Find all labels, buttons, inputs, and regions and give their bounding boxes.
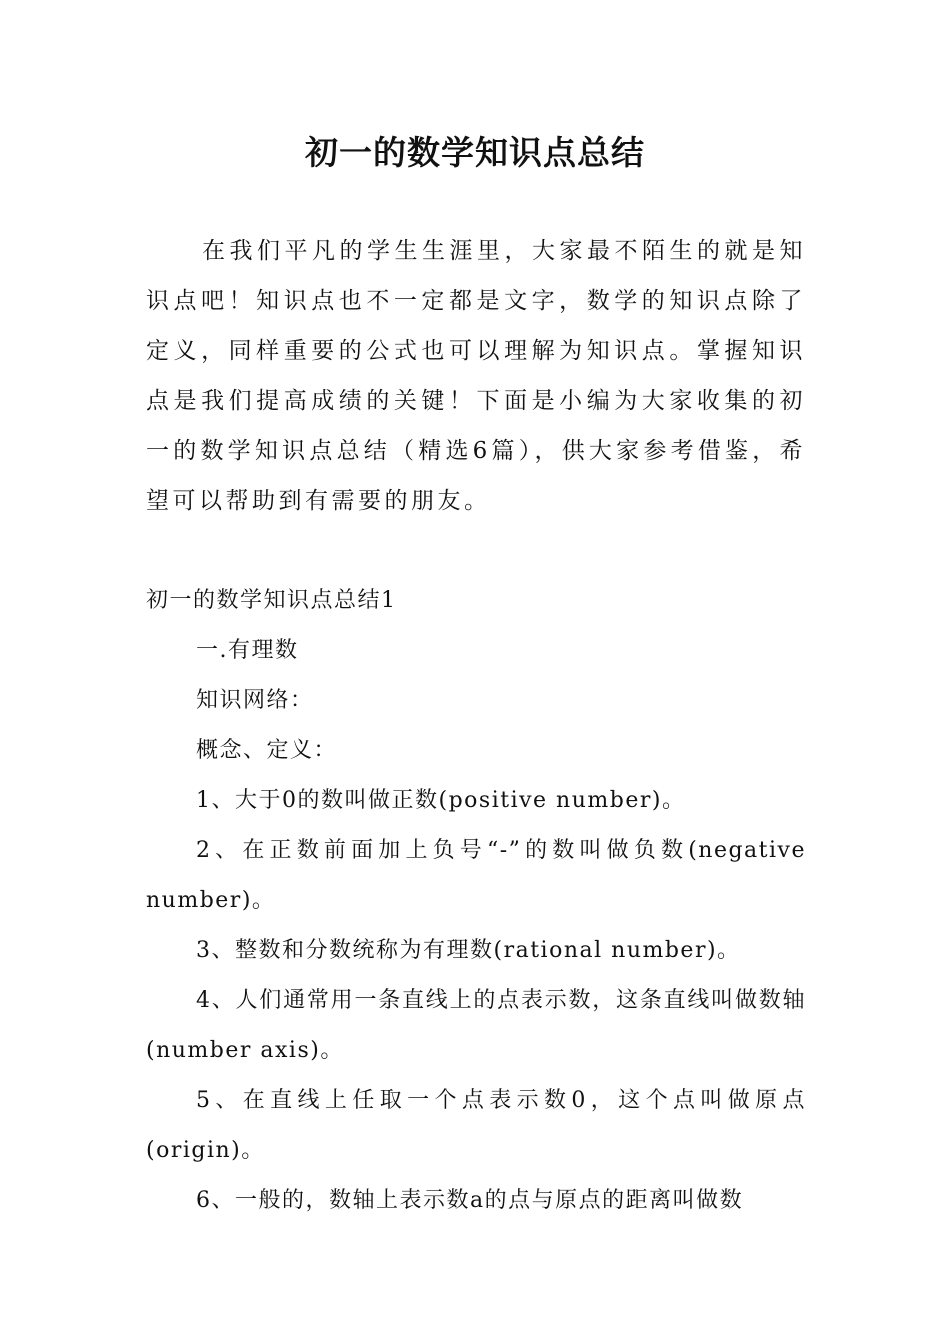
definition-item-5: 5、在直线上任取一个点表示数0，这个点叫做原点(origin)。 xyxy=(146,1088,806,1163)
definition-item-4: 4、人们通常用一条直线上的点表示数，这条直线叫做数轴(number axis)。 xyxy=(146,988,806,1063)
document-title: 初一的数学知识点总结 xyxy=(305,133,645,172)
definition-item-6: 6、一般的，数轴上表示数a的点与原点的距离叫做数 xyxy=(196,1188,744,1213)
definition-item-3: 3、整数和分数统称为有理数(rational number)。 xyxy=(196,938,741,963)
knowledge-network-label: 知识网络： xyxy=(196,688,314,713)
section-heading: 初一的数学知识点总结1 xyxy=(146,588,397,613)
intro-paragraph: 在我们平凡的学生生涯里，大家最不陌生的就是知识点吧！知识点也不一定都是文字，数学的知识点除了定义，同样重要的公式也可以理解为知识点。掌握知识点是我们提高成绩的关键！下面是小编为大家收集的初一的数学知识点总结（精选6篇），供大家参考借鉴，希望可以帮助到有需要的朋友。 xyxy=(146,238,806,514)
subheading-rational-numbers: 一.有理数 xyxy=(196,638,299,663)
definition-item-2: 2、在正数前面加上负号“-”的数叫做负数(negative number)。 xyxy=(146,838,806,913)
definition-item-1: 1、大于0的数叫做正数(positive number)。 xyxy=(196,788,686,813)
concept-definition-label: 概念、定义： xyxy=(196,738,338,763)
